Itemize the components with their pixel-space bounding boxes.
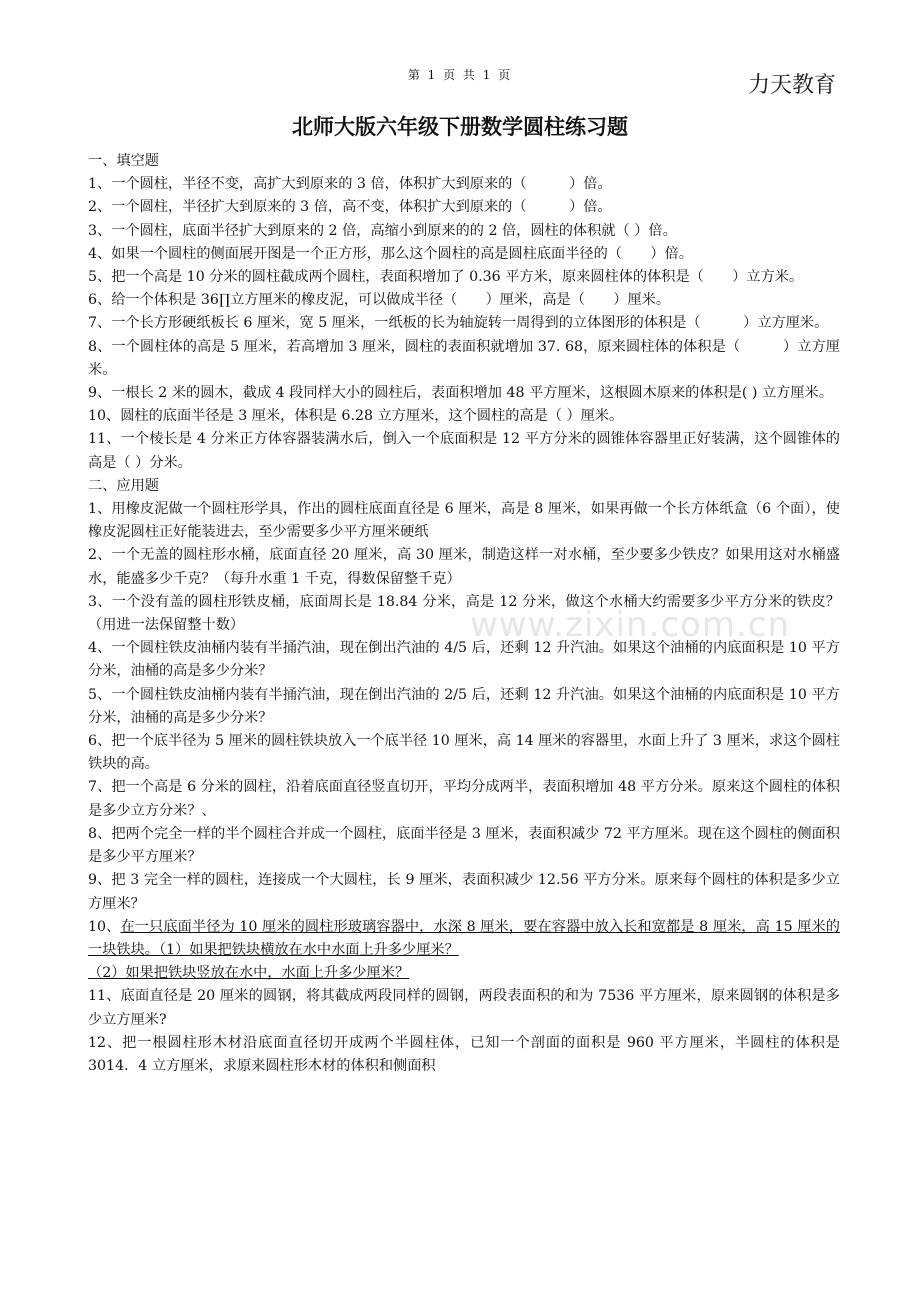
question-item: 4、如果一个圆柱的侧面展开图是一个正方形，那么这个圆柱的高是圆柱底面半径的（ ）倍。 <box>88 245 693 262</box>
question-item: 6、给一个体积是 36∏立方厘米的橡皮泥，可以做成半径（ ）厘米，高是（ ）厘米。 <box>88 292 671 309</box>
question-item: 1、用橡皮泥做一个圆柱形学具，作出的圆柱底面直径是 6 厘米，高是 8 厘米，如果再做一个长方体纸盒（6 个面），使橡皮泥圆柱正好能装进去，至少需要多少平方厘米硬纸 <box>88 501 840 541</box>
question-item: 3、一个没有盖的圆柱形铁皮桶，底面周长是 18.84 分米，高是 12 分米，做这个水桶大约需要多少平方分米的铁皮？（用进一法保留整十数） <box>88 593 840 634</box>
question-item: 2、一个圆柱，半径扩大到原来的 3 倍，高不变，体积扩大到原来的（ ）倍。 <box>88 199 612 216</box>
question-item: 3、一个圆柱，底面半径扩大到原来的 2 倍，高缩小到原来的的 2 倍，圆柱的体积就（ ）倍。 <box>88 222 677 239</box>
brand-logo-text: 力天教育 <box>747 73 836 98</box>
question-item: 8、把两个完全一样的半个圆柱合并成一个圆柱，底面半径是 3 厘米，表面积减少 72 平方厘米。现在这个圆柱的侧面积是多少平方厘米？ <box>88 825 840 866</box>
section-heading-fill-blank: 一、填空题 <box>88 153 159 169</box>
question-item-10-part2 <box>88 962 840 985</box>
question-number: 10、 <box>88 918 121 935</box>
underlined-text: 在一只底面半径为 10 厘米的圆柱形玻璃容器中，水深 8 厘米，要在容器中放入长和宽都是 8 厘米，高 15 厘米的一块铁块。（1）如果把铁块横放在水中水面上升多少厘米？ <box>88 918 840 958</box>
question-item: 9、一根长 2 米的圆木，截成 4 段同样大小的圆柱后，表面积增加 48 平方厘米，这根圆木原来的体积是( ) 立方厘米。 <box>88 385 833 402</box>
question-item: 5、一个圆柱铁皮油桶内装有半捅汽油，现在倒出汽油的 2/5 后，还剩 12 升汽油。如果这个油桶的内底面积是 10 平方分米，油桶的高是多少分米？ <box>88 686 840 726</box>
question-item: 10、圆柱的底面半径是 3 厘米，体积是 6.28 立方厘米，这个圆柱的高是（ ）厘米。 <box>88 408 624 425</box>
underlined-text: （2）如果把铁块竖放在水中，水面上升多少厘米？ <box>88 965 410 982</box>
question-item-10 <box>88 916 840 962</box>
page-number: 第 1 页 共 1 页 <box>407 68 513 82</box>
question-item: 4、一个圆柱铁皮油桶内装有半捅汽油，现在倒出汽油的 4/5 后，还剩 12 升汽油。如果这个油桶的内底面积是 10 平方分米，油桶的高是多少分米？ <box>88 640 840 680</box>
question-item: 11、一个棱长是 4 分米正方体容器装满水后，倒入一个底面积是 12 平方分米的圆锥体容器里正好装满，这个圆锥体的高是（ ）分米。 <box>88 431 840 471</box>
question-item: 12、把一根圆柱形木材沿底面直径切开成两个半圆柱体，已知一个剖面的面积是 960 平方厘米，半圆柱的体积是 3014．4 立方厘米，求原来圆柱形木材的体积和侧面积 <box>88 1034 840 1074</box>
document-body <box>88 150 840 1078</box>
question-item: 1、一个圆柱，半径不变，高扩大到原来的 3 倍，体积扩大到原来的（ ）倍。 <box>88 176 612 193</box>
section-heading-applications: 二、应用题 <box>88 477 159 494</box>
question-item: 2、一个无盖的圆柱形水桶，底面直径 20 厘米，高 30 厘米，制造这样一对水桶，至少要多少铁皮？如果用这对水桶盛水，能盛多少千克？（每升水重 1 千克，得数保留整千克） <box>88 547 840 587</box>
question-item: 6、把一个底半径为 5 厘米的圆柱铁块放入一个底半径 10 厘米，高 14 厘米的容器里，水面上升了 3 厘米，求这个圆柱铁块的高。 <box>88 733 840 773</box>
question-item: 11、底面直径是 20 厘米的圆钢，将其截成两段同样的圆钢，两段表面积的和为 7536 平方厘米，原来圆钢的体积是多少立方厘米? <box>88 988 840 1028</box>
question-item: 8、一个圆柱体的高是 5 厘米，若高增加 3 厘米，圆柱的表面积就增加 37. 68，原来圆柱体的体积是（ ）立方厘米。 <box>88 338 840 378</box>
question-item: 9、把 3 完全一样的圆柱，连接成一个大圆柱，长 9 厘米，表面积减少 12.56 平方分米。原来每个圆柱的体积是多少立方厘米？ <box>88 872 840 912</box>
question-item: 7、一个长方形硬纸板长 6 厘米，宽 5 厘米，一纸板的长为轴旋转一周得到的立体图形的体积是（ ）立方厘米。 <box>88 315 829 332</box>
question-item: 5、把一个高是 10 分米的圆柱截成两个圆柱，表面积增加了 0.36 平方米，原来圆柱体的体积是（ ）立方米。 <box>88 269 804 286</box>
question-item: 7、把一个高是 6 分米的圆柱，沿着底面直径竖直切开，平均分成两半，表面积增加 48 平方分米。原来这个圆柱的体积是多少立方分米？、 <box>88 779 840 819</box>
watermark: www.zixin.com.cn <box>470 605 790 645</box>
document-title: 北师大版六年级下册数学圆柱练习题 <box>292 115 628 139</box>
